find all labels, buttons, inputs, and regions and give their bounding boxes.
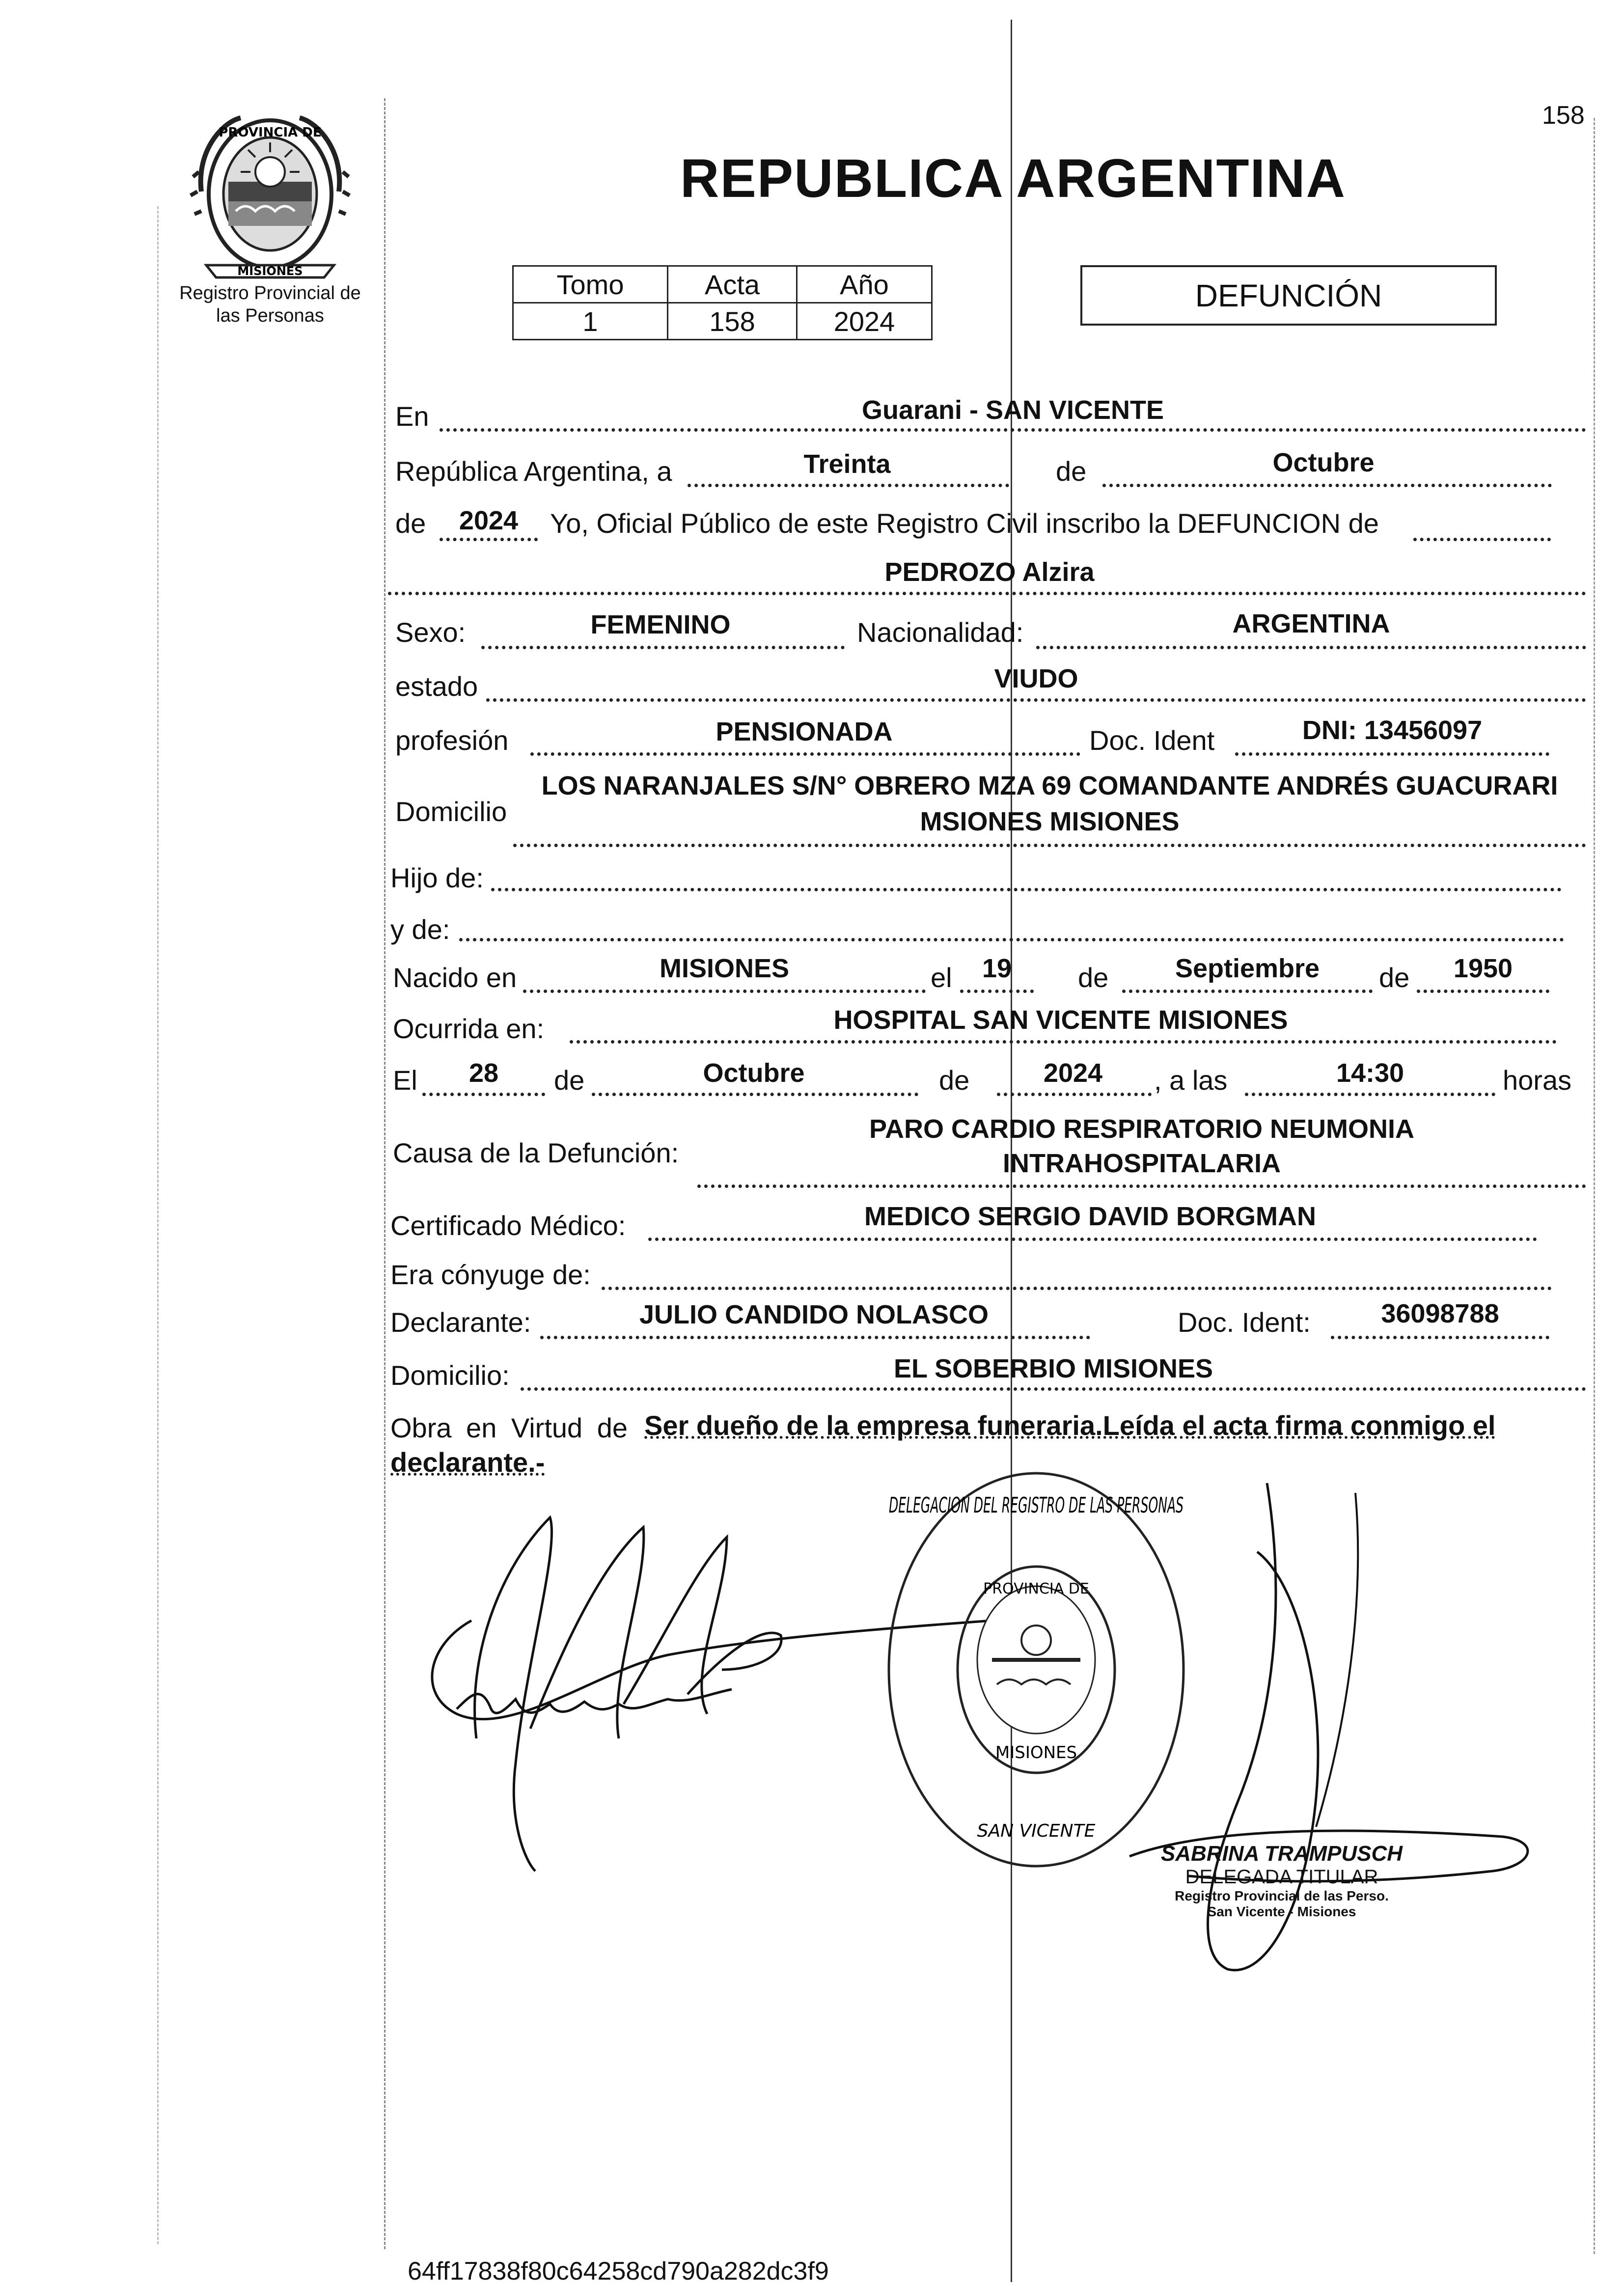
acta-value: 158 xyxy=(668,303,797,340)
birth-de2-label: de xyxy=(1379,962,1410,993)
death-year-dotted-line xyxy=(997,1093,1152,1096)
sexo-dotted-line xyxy=(481,646,845,649)
ocurrida-dotted-line xyxy=(570,1040,1557,1044)
death-month-value: Octubre xyxy=(703,1058,805,1088)
birth-year-value: 1950 xyxy=(1453,954,1513,983)
death-day-value: 28 xyxy=(468,1058,499,1088)
tomo-header: Tomo xyxy=(513,266,668,303)
anio-header: Año xyxy=(797,266,932,303)
horas-label: horas xyxy=(1503,1065,1572,1096)
death-de-label: de xyxy=(554,1065,585,1096)
domicilio-label: Domicilio xyxy=(395,796,507,827)
y-de-label: y de: xyxy=(390,914,450,945)
ocurrida-label: Ocurrida en: xyxy=(393,1013,545,1044)
profesion-dotted-line xyxy=(530,752,1080,756)
estado-label: estado xyxy=(395,671,478,702)
nacionalidad-dotted-line xyxy=(1036,646,1586,649)
deceased-name-value: PEDROZO Alzira xyxy=(884,557,1095,587)
stamp-inner-bottom-text: MISIONES xyxy=(995,1743,1077,1763)
el-label: el xyxy=(931,962,952,993)
causa-label: Causa de la Defunción: xyxy=(393,1137,679,1168)
registry-caption-line1: Registro Provincial de xyxy=(179,283,361,303)
official-office-line2: San Vicente - Misiones xyxy=(1207,1904,1356,1919)
tomo-value: 1 xyxy=(513,303,668,340)
domicilio2-label: Domicilio: xyxy=(390,1360,510,1391)
nacido-value: MISIONES xyxy=(659,954,790,983)
logo-top-text: PROVINCIA DE xyxy=(219,125,322,140)
death-day-dotted-line xyxy=(422,1093,545,1096)
anio-value: 2024 xyxy=(797,303,932,340)
stamp-inner-top-text: PROVINCIA DE xyxy=(983,1580,1089,1597)
right-margin-marks xyxy=(1594,118,1595,2254)
a-las-label: , a las xyxy=(1154,1065,1228,1096)
page-title: REPUBLICA ARGENTINA xyxy=(680,148,1346,209)
declarante-value: JULIO CANDIDO NOLASCO xyxy=(639,1300,989,1329)
year-value: 2024 xyxy=(459,506,519,535)
domicilio2-dotted-line xyxy=(521,1387,1586,1391)
estado-dotted-line xyxy=(486,698,1586,702)
inscribe-text: Yo, Oficial Público de este Registro Civil inscribo la DEFUNCION de xyxy=(550,508,1379,539)
day-written-value: Treinta xyxy=(803,449,891,479)
death-time-dotted-line xyxy=(1245,1093,1495,1096)
death-month-dotted-line xyxy=(592,1093,918,1096)
en-dotted-line xyxy=(440,428,1586,432)
profesion-value: PENSIONADA xyxy=(716,717,893,746)
domicilio2-value: EL SOBERBIO MISIONES xyxy=(893,1354,1213,1383)
acta-header: Acta xyxy=(668,266,797,303)
de-label: de xyxy=(1056,456,1087,487)
year-dotted-line xyxy=(440,538,538,541)
day-written-dotted-line xyxy=(688,484,1009,487)
record-table xyxy=(512,265,933,340)
en-label: En xyxy=(395,401,429,432)
nacido-label: Nacido en xyxy=(393,962,517,993)
sexo-label: Sexo: xyxy=(395,617,466,648)
stamp-outer-text: DELEGACION DEL REGISTRO DE LAS PERSONAS xyxy=(889,1493,1184,1518)
conyuge-dotted-line xyxy=(602,1287,1552,1290)
inscribe-dotted-line xyxy=(1413,538,1551,541)
doc-ident-value: DNI: 13456097 xyxy=(1302,716,1483,745)
birth-day-dotted-line xyxy=(960,990,1034,993)
domicilio-value-line2: MSIONES MISIONES xyxy=(920,807,1180,836)
de2-label: de xyxy=(395,508,426,539)
hijo-label: Hijo de: xyxy=(390,862,484,893)
death-de2-label: de xyxy=(939,1065,970,1096)
page-number: 158 xyxy=(1542,101,1585,130)
stamp-bottom-text: SAN VICENTE xyxy=(977,1821,1096,1841)
registry-caption xyxy=(157,282,383,327)
nacido-dotted-line xyxy=(523,990,926,993)
registry-caption-line2: las Personas xyxy=(216,305,324,326)
official-office-line1: Registro Provincial de las Perso. xyxy=(1175,1888,1389,1903)
certificado-value: MEDICO SERGIO DAVID BORGMAN xyxy=(864,1202,1317,1231)
document-type-box: DEFUNCIÓN xyxy=(1080,265,1497,326)
misiones-coat-of-arms-logo xyxy=(187,108,354,280)
left-margin-marks xyxy=(157,206,159,2244)
certificado-dotted-line xyxy=(648,1238,1537,1241)
official-name: SABRINA TRAMPUSCH xyxy=(1160,1842,1403,1866)
declarante-label: Declarante: xyxy=(390,1307,531,1338)
declarante-dotted-line xyxy=(540,1336,1090,1339)
logo-bottom-text: MISIONES xyxy=(237,264,303,278)
domicilio-dotted-line xyxy=(513,844,1586,847)
hijo-dotted-line xyxy=(491,888,1562,891)
month-dotted-line xyxy=(1102,484,1552,487)
birth-month-value: Septiembre xyxy=(1175,954,1320,983)
deceased-name-dotted-line xyxy=(388,592,1586,595)
death-year-value: 2024 xyxy=(1043,1058,1103,1088)
republica-label: República Argentina, a xyxy=(395,456,672,487)
birth-month-dotted-line xyxy=(1122,990,1373,993)
conyuge-label: Era cónyuge de: xyxy=(390,1259,591,1290)
y-de-dotted-line xyxy=(459,938,1564,941)
doc-ident-label: Doc. Ident xyxy=(1089,725,1215,756)
profesion-label: profesión xyxy=(395,725,509,756)
birth-day-value: 19 xyxy=(982,954,1012,983)
estado-value: VIUDO xyxy=(994,664,1078,693)
birth-year-dotted-line xyxy=(1417,990,1549,993)
obra-value-line2: declarante.- xyxy=(390,1447,545,1478)
doc-ident2-label: Doc. Ident: xyxy=(1178,1307,1311,1338)
doc-ident-dotted-line xyxy=(1235,752,1549,756)
causa-dotted-line xyxy=(697,1184,1586,1188)
obra-label: Obra en Virtud de xyxy=(390,1412,628,1443)
certificado-label: Certificado Médico: xyxy=(390,1210,626,1241)
causa-value-line1: PARO CARDIO RESPIRATORIO NEUMONIA xyxy=(869,1114,1415,1144)
document-hash: 64ff17838f80c64258cd790a282dc3f9 xyxy=(408,2257,829,2286)
official-role: DELEGADA TITULAR xyxy=(1185,1866,1378,1888)
ocurrida-value: HOSPITAL SAN VICENTE MISIONES xyxy=(833,1005,1288,1035)
nacionalidad-value: ARGENTINA xyxy=(1232,609,1390,638)
doc-ident2-dotted-line xyxy=(1331,1336,1549,1339)
en-value: Guarani - SAN VICENTE xyxy=(861,395,1164,425)
nacionalidad-label: Nacionalidad: xyxy=(857,617,1024,648)
domicilio-value-line1: LOS NARANJALES S/N° OBRERO MZA 69 COMANDANTE ANDRÉS GUACURARI xyxy=(541,771,1558,800)
causa-value-line2: INTRAHOSPITALARIA xyxy=(1003,1149,1281,1178)
official-name-stamp xyxy=(1129,1842,1434,1920)
month-value: Octubre xyxy=(1272,448,1375,477)
sexo-value: FEMENINO xyxy=(590,610,731,639)
el2-label: El xyxy=(393,1065,417,1096)
death-time-value: 14:30 xyxy=(1336,1058,1404,1088)
form-left-border xyxy=(384,98,385,2249)
birth-de-label: de xyxy=(1078,962,1109,993)
obra-value-line1: Ser dueño de la empresa funeraria.Leída el acta firma conmigo el xyxy=(644,1410,1496,1441)
doc-ident2-value: 36098788 xyxy=(1381,1299,1499,1328)
